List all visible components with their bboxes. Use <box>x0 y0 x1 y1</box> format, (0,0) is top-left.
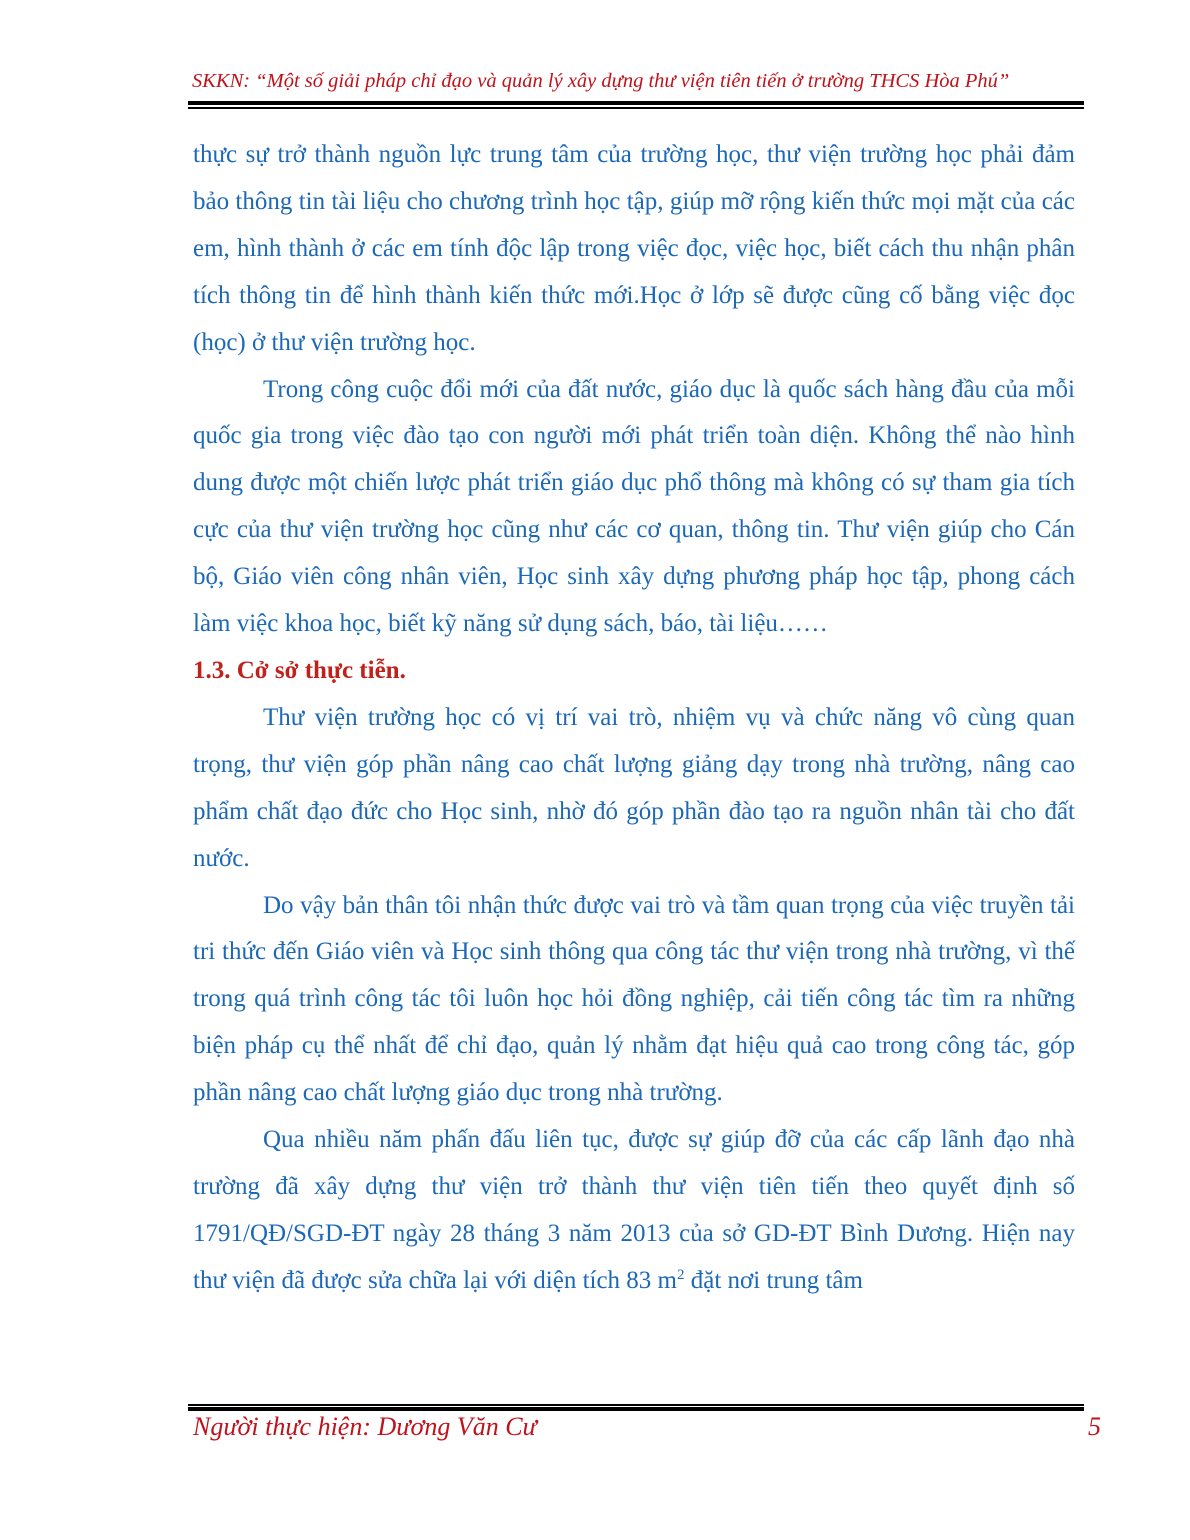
page-body <box>193 132 1075 1305</box>
page-number: 5 <box>1088 1412 1101 1441</box>
paragraph-2: Trong công cuộc đổi mới của đất nước, giáo dục là quốc sách hàng đầu của mỗi quốc gia trong việc đào tạo con người mới phát triển toàn diện. Không thể nào hình dung được một chiến lược phát triển giáo dục phổ thông mà không có sự tham gia tích cực của thư viện trường học cũng như các cơ quan, thông tin. Thư viện giúp cho Cán bộ, Giáo viên công nhân viên, Học sinh xây dựng phương pháp học tập, phong cách làm việc khoa học, biết kỹ năng sử dụng sách, báo, tài liệu…… <box>193 375 1075 638</box>
paragraph-5 <box>193 1117 1075 1305</box>
header-rule-thick <box>188 101 1084 105</box>
footer-rule-thick <box>188 1407 1084 1411</box>
section-heading: 1.3. Cở sở thực tiễn. <box>193 656 406 684</box>
superscript-2: 2 <box>677 1266 685 1283</box>
header-rule-thin <box>188 107 1084 109</box>
header-title: SKKN: “Một số giải pháp chỉ đạo và quản lý xây dựng thư viện tiên tiến ở trường THCS Hòa Phú” <box>192 70 1010 92</box>
paragraph-1: thực sự trở thành nguồn lực trung tâm của trường học, thư viện trường học phải đảm bảo thông tin tài liệu cho chương trình học tập, giúp mỡ rộng kiến thức mọi mặt của các em, hình thành ở các em tính độc lập trong việc đọc, việc học, biết cách thu nhận phân tích thông tin để hình thành kiến thức mới.Học ở lớp sẽ được cũng cố bằng việc đọc (học) ở thư viện trường học. <box>193 141 1075 356</box>
footer-author: Người thực hiện: Dương Văn Cư <box>193 1412 537 1441</box>
paragraph-3: Thư viện trường học có vị trí vai trò, nhiệm vụ và chức năng vô cùng quan trọng, thư viện góp phần nâng cao chất lượng giảng dạy trong nhà trường, nâng cao phẩm chất đạo đức cho Học sinh, nhờ đó góp phần đào tạo ra nguồn nhân tài cho đất nước. <box>193 703 1075 872</box>
paragraph-4: Do vậy bản thân tôi nhận thức được vai trò và tầm quan trọng của việc truyền tải tri thức đến Giáo viên và Học sinh thông qua công tác thư viện trong nhà trường, vì thế trong quá trình công tác tôi luôn học hỏi đồng nghiệp, cải tiến công tác tìm ra những biện pháp cụ thể nhất để chỉ đạo, quản lý nhằm đạt hiệu quả cao trong công tác, góp phần nâng cao chất lượng giáo dục trong nhà trường. <box>193 891 1075 1107</box>
paragraph-5-tail: đặt nơi trung tâm <box>684 1266 863 1294</box>
paragraph-5-text: Qua nhiều năm phấn đấu liên tục, được sự giúp đỡ của các cấp lãnh đạo nhà trường đã xây dựng thư viện trở thành thư viện tiên tiến theo quyết định số 1791/QĐ/SGD-ĐT ngày 28 tháng 3 năm 2013 của sở GD-ĐT Bình Dương. Hiện nay thư viện đã được sửa chữa lại với diện tích 83 m <box>193 1126 1075 1294</box>
footer-rule-thin <box>188 1404 1084 1406</box>
